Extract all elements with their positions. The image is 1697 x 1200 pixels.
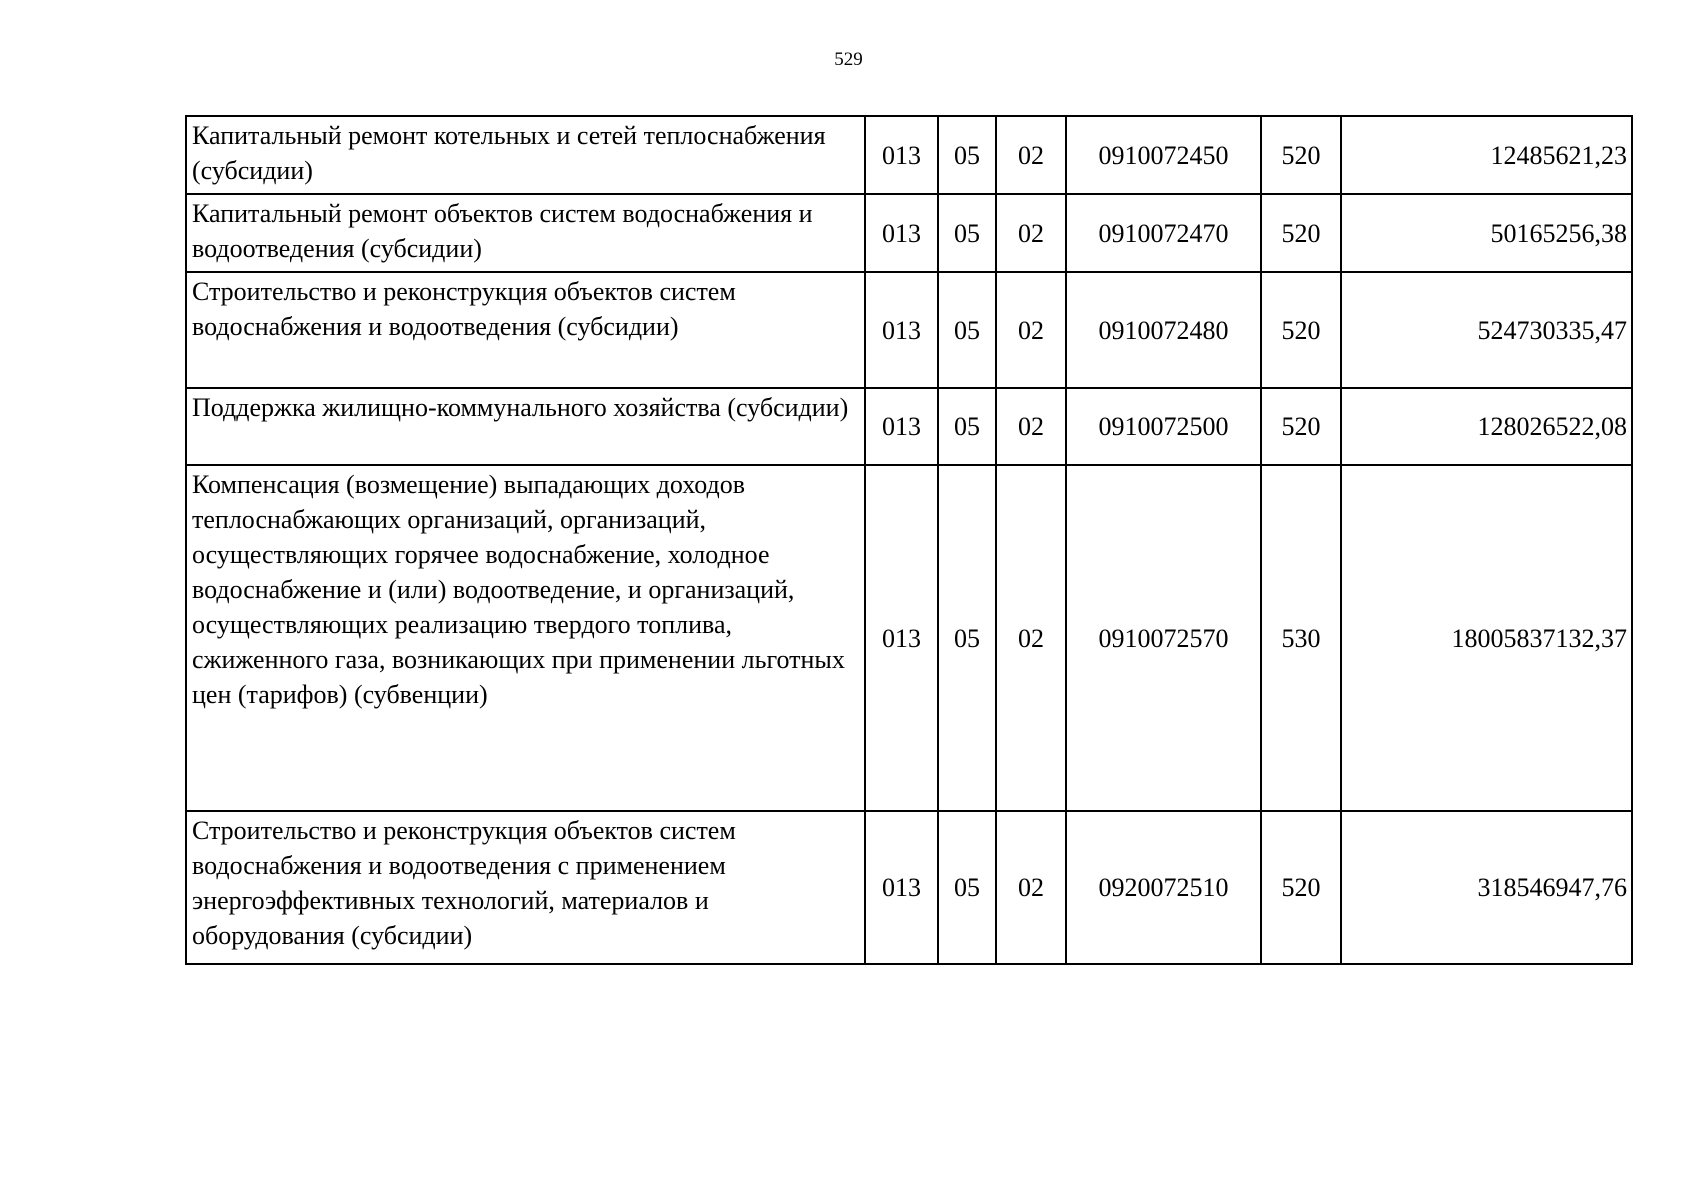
- target-article-code: 0910072570: [1066, 465, 1261, 811]
- ministry-code: 013: [865, 272, 938, 388]
- table-row: [186, 272, 1632, 388]
- table-row: [186, 388, 1632, 465]
- amount: 50165256,38: [1341, 194, 1632, 272]
- ministry-code: 013: [865, 194, 938, 272]
- budget-table: [185, 115, 1633, 965]
- page-number: 529: [834, 49, 863, 70]
- expense-type-code: 530: [1261, 465, 1341, 811]
- row-description: Капитальный ремонт объектов систем водоснабжения и водоотведения (субсидии): [186, 194, 865, 272]
- section-code: 05: [938, 116, 996, 194]
- amount: 18005837132,37: [1341, 465, 1632, 811]
- target-article-code: 0910072470: [1066, 194, 1261, 272]
- expense-type-code: 520: [1261, 194, 1341, 272]
- target-article-code: 0910072500: [1066, 388, 1261, 465]
- subsection-code: 02: [996, 811, 1066, 964]
- amount: 128026522,08: [1341, 388, 1632, 465]
- section-code: 05: [938, 272, 996, 388]
- section-code: 05: [938, 811, 996, 964]
- table-row: [186, 194, 1632, 272]
- section-code: 05: [938, 388, 996, 465]
- target-article-code: 0920072510: [1066, 811, 1261, 964]
- expense-type-code: 520: [1261, 116, 1341, 194]
- amount: 12485621,23: [1341, 116, 1632, 194]
- row-description: Компенсация (возмещение) выпадающих доходов теплоснабжающих организаций, организаций, осуществляющих горячее водоснабжение, холодное водоснабжение и (или) водоотведение, и организаций, осуществляющих реализацию твердого топлива, сжиженного газа, возникающих при применении льготных цен (тарифов) (субвенции): [186, 465, 865, 811]
- table-row: [186, 811, 1632, 964]
- section-code: 05: [938, 465, 996, 811]
- subsection-code: 02: [996, 116, 1066, 194]
- expense-type-code: 520: [1261, 811, 1341, 964]
- table-row: [186, 465, 1632, 811]
- target-article-code: 0910072480: [1066, 272, 1261, 388]
- ministry-code: 013: [865, 116, 938, 194]
- ministry-code: 013: [865, 811, 938, 964]
- row-description: Капитальный ремонт котельных и сетей теплоснабжения (субсидии): [186, 116, 865, 194]
- target-article-code: 0910072450: [1066, 116, 1261, 194]
- expense-type-code: 520: [1261, 388, 1341, 465]
- row-description: Строительство и реконструкция объектов систем водоснабжения и водоотведения с применением энергоэффективных технологий, материалов и оборудования (субсидии): [186, 811, 865, 964]
- amount: 318546947,76: [1341, 811, 1632, 964]
- subsection-code: 02: [996, 388, 1066, 465]
- ministry-code: 013: [865, 388, 938, 465]
- ministry-code: 013: [865, 465, 938, 811]
- section-code: 05: [938, 194, 996, 272]
- subsection-code: 02: [996, 272, 1066, 388]
- row-description: Строительство и реконструкция объектов систем водоснабжения и водоотведения (субсидии): [186, 272, 865, 388]
- subsection-code: 02: [996, 194, 1066, 272]
- table-row: [186, 116, 1632, 194]
- amount: 524730335,47: [1341, 272, 1632, 388]
- subsection-code: 02: [996, 465, 1066, 811]
- row-description: Поддержка жилищно-коммунального хозяйства (субсидии): [186, 388, 865, 465]
- expense-type-code: 520: [1261, 272, 1341, 388]
